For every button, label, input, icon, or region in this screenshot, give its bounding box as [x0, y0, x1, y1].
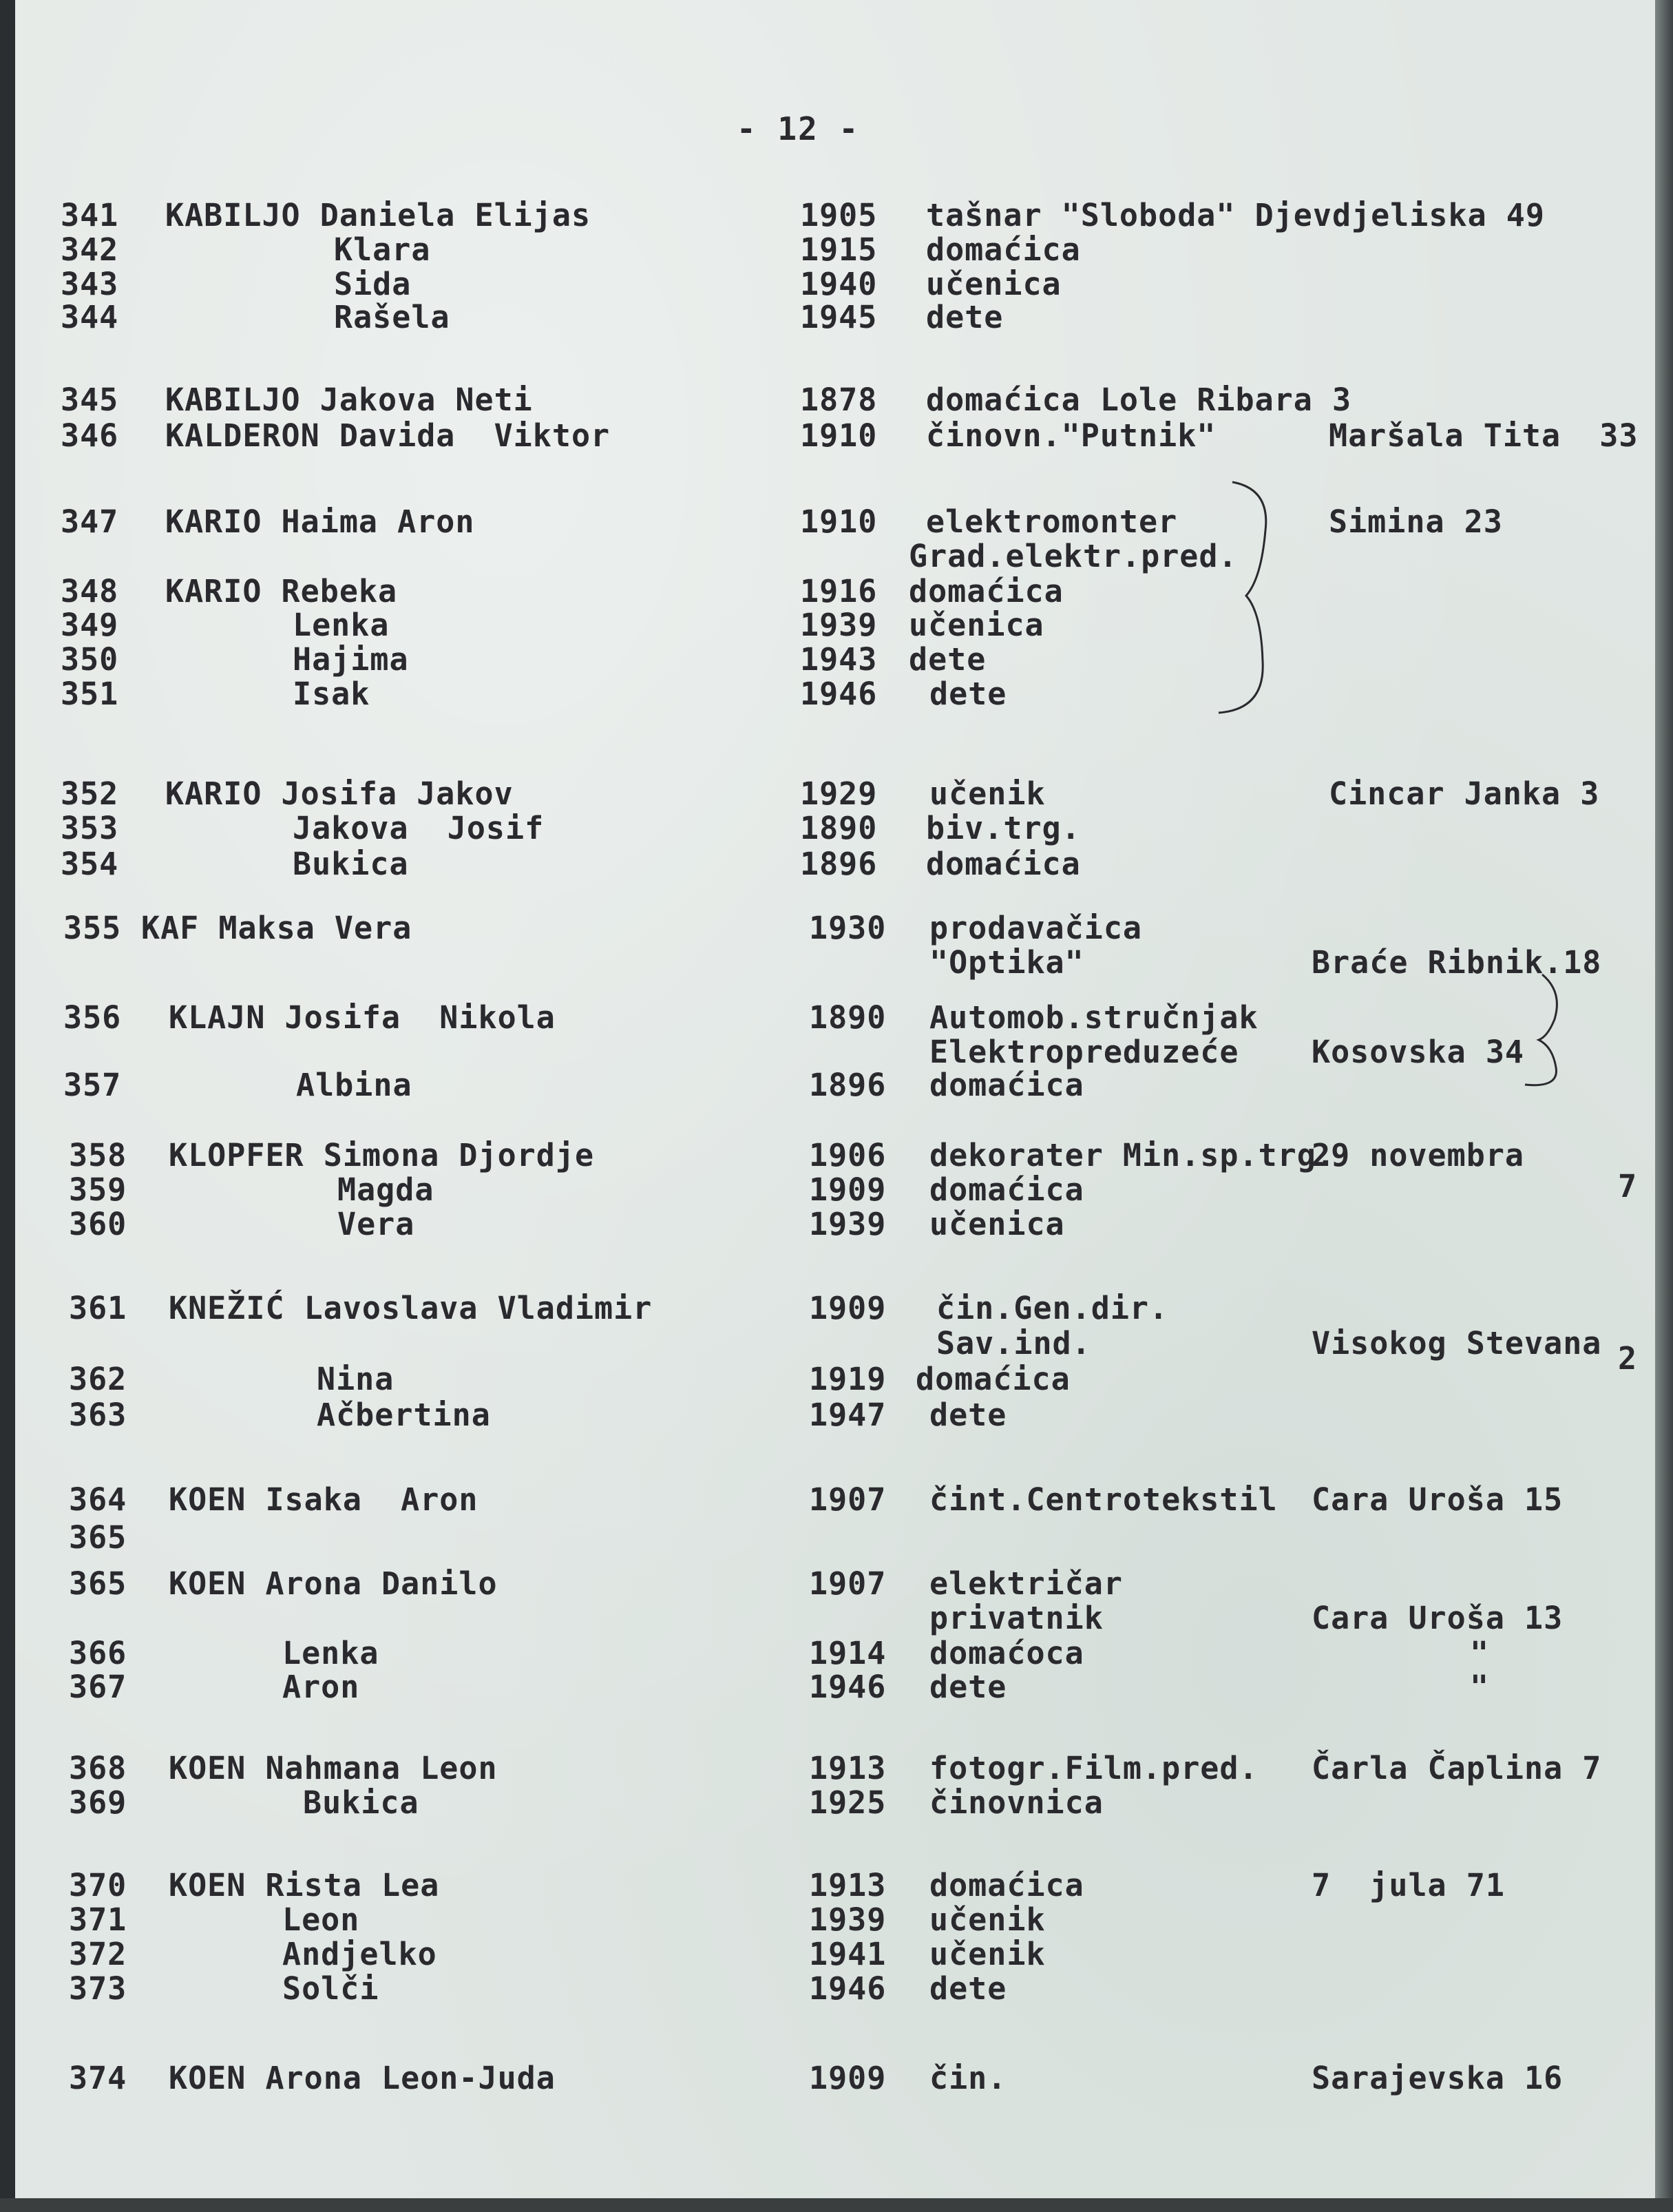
entry-occupation: Automob.stručnjak	[929, 999, 1259, 1036]
entry-occupation: domaćoca	[929, 1635, 1084, 1671]
entry-name: Leon	[282, 1901, 360, 1938]
entry-occupation: domaćica	[916, 1361, 1071, 1397]
entry-name: Lenka	[293, 607, 390, 643]
entry-name: KABILJO Daniela Elijas	[165, 197, 591, 233]
entry-occupation: dete	[929, 1669, 1007, 1705]
page-number: - 12 -	[737, 110, 860, 147]
entry-birth-year: 1930	[809, 910, 887, 946]
entry-name: Vera	[337, 1206, 415, 1242]
entry-birth-year: 1946	[800, 676, 878, 712]
entry-occupation: dekorater Min.sp.trg.	[929, 1137, 1336, 1173]
entry-occupation: prodavačica	[929, 910, 1143, 946]
entry-occupation: dete	[929, 1970, 1007, 2007]
group-brace-klajn	[1522, 971, 1577, 1095]
entry-birth-year: 1906	[809, 1137, 887, 1173]
entry-birth-year: 1913	[809, 1867, 887, 1903]
entry-number: 355	[63, 910, 122, 946]
entry-name: KOEN Arona Leon-Juda	[169, 2060, 556, 2096]
entry-number: 354	[61, 846, 119, 882]
entry-occupation: dete	[926, 299, 1004, 335]
entry-occupation: domaćica	[929, 1867, 1084, 1903]
entry-address: 7	[1618, 1168, 1638, 1204]
entry-birth-year: 1909	[809, 1171, 887, 1208]
entry-name: Lenka	[282, 1635, 379, 1671]
entry-number: 345	[61, 382, 119, 418]
entry-occupation: učenica	[926, 266, 1062, 302]
entry-birth-year: 1915	[800, 231, 878, 268]
entry-number: 364	[69, 1481, 127, 1518]
entry-occupation: čint.Centrotekstil	[929, 1481, 1278, 1518]
entry-occupation: učenik	[929, 1936, 1046, 1972]
entry-birth-year: 1914	[809, 1635, 887, 1671]
entry-number: 353	[61, 810, 119, 846]
entry-name: KNEŽIĆ Lavoslava Vladimir	[169, 1290, 653, 1326]
entry-birth-year: 1910	[800, 417, 878, 454]
entry-address: Čarla Čaplina 7	[1312, 1750, 1602, 1786]
entry-number: 366	[69, 1635, 127, 1671]
entry-number: 349	[61, 607, 119, 643]
entry-name: Bukica	[293, 846, 409, 882]
entry-address: Maršala Tita 33	[1329, 417, 1639, 454]
entry-name: KALDERON Davida Viktor	[165, 417, 611, 454]
entry-occupation: učenik	[929, 1901, 1046, 1938]
group-brace-kario	[1205, 475, 1287, 723]
entry-occupation: tašnar "Sloboda" Djevdjeliska 49	[926, 197, 1545, 233]
entry-address: "	[1470, 1635, 1490, 1671]
entry-name: KOEN Isaka Aron	[169, 1481, 478, 1518]
entry-number: 348	[61, 573, 119, 609]
entry-number: 360	[69, 1206, 127, 1242]
entry-birth-year: 1909	[809, 1290, 887, 1326]
entry-occupation: Sav.ind.	[936, 1325, 1091, 1361]
entry-occupation: dete	[929, 1397, 1007, 1433]
entry-birth-year: 1919	[809, 1361, 887, 1397]
entry-birth-year: 1896	[800, 846, 878, 882]
entry-number: 341	[61, 197, 119, 233]
entry-number: 347	[61, 503, 119, 540]
entry-occupation: dete	[929, 676, 1007, 712]
entry-number: 367	[69, 1669, 127, 1705]
entry-birth-year: 1905	[800, 197, 878, 233]
entry-birth-year: 1925	[809, 1784, 887, 1821]
entry-number: 373	[69, 1970, 127, 2007]
entry-number: 363	[69, 1397, 127, 1433]
entry-birth-year: 1929	[800, 775, 878, 812]
entry-birth-year: 1946	[809, 1970, 887, 2007]
entry-name: Albina	[296, 1067, 412, 1103]
entry-number: 356	[63, 999, 122, 1036]
entry-birth-year: 1907	[809, 1481, 887, 1518]
entry-address: Visokog Stevana	[1312, 1325, 1602, 1361]
entry-birth-year: 1945	[800, 299, 878, 335]
entry-occupation: Elektropreduzeće	[929, 1034, 1239, 1070]
entry-address: Cara Uroša 13	[1312, 1600, 1564, 1636]
entry-name: KARIO Haima Aron	[165, 503, 475, 540]
entry-occupation: čin.Gen.dir.	[936, 1290, 1169, 1326]
entry-name: Bukica	[303, 1784, 419, 1821]
entry-occupation: dete	[909, 641, 987, 678]
entry-name: KAF Maksa Vera	[141, 910, 412, 946]
entry-birth-year: 1946	[809, 1669, 887, 1705]
entry-name: Magda	[337, 1171, 434, 1208]
entry-birth-year: 1890	[809, 999, 887, 1036]
entry-name: KOEN Nahmana Leon	[169, 1750, 498, 1786]
entry-occupation: domaćica	[929, 1067, 1084, 1103]
scan-edge-right	[1655, 0, 1673, 2212]
entry-name: Jakova Josif	[293, 810, 545, 846]
entry-number: 365	[69, 1519, 127, 1556]
entry-birth-year: 1890	[800, 810, 878, 846]
entry-birth-year: 1910	[800, 503, 878, 540]
entry-address: Sarajevska 16	[1312, 2060, 1564, 2096]
entry-number: 359	[69, 1171, 127, 1208]
entry-name: KLOPFER Simona Djordje	[169, 1137, 595, 1173]
entry-address: "	[1470, 1669, 1490, 1705]
entry-birth-year: 1939	[809, 1206, 887, 1242]
entry-occupation: domaćica	[926, 231, 1081, 268]
entry-occupation: činovn."Putnik"	[926, 417, 1217, 454]
entry-occupation: elektromonter	[926, 503, 1178, 540]
entry-name: Nina	[317, 1361, 394, 1397]
entry-name: Ačbertina	[317, 1397, 491, 1433]
entry-birth-year: 1943	[800, 641, 878, 678]
entry-number: 371	[69, 1901, 127, 1938]
entry-number: 365	[69, 1565, 127, 1602]
entry-name: KARIO Josifa Jakov	[165, 775, 514, 812]
entry-occupation: domaćica	[909, 573, 1064, 609]
entry-number: 343	[61, 266, 119, 302]
entry-birth-year: 1939	[809, 1901, 887, 1938]
entry-address: Cincar Janka 3	[1329, 775, 1600, 812]
entry-number: 370	[69, 1867, 127, 1903]
entry-occupation: domaćica	[929, 1171, 1084, 1208]
entry-occupation: privatnik	[929, 1600, 1104, 1636]
entry-occupation: činovnica	[929, 1784, 1104, 1821]
entry-number: 368	[69, 1750, 127, 1786]
entry-number: 352	[61, 775, 119, 812]
entry-name: Sida	[334, 266, 412, 302]
entry-address: Cara Uroša 15	[1312, 1481, 1564, 1518]
scan-edge-left	[0, 0, 15, 2212]
entry-occupation: učenik	[929, 775, 1046, 812]
entry-birth-year: 1913	[809, 1750, 887, 1786]
entry-name: Klara	[334, 231, 431, 268]
entry-address: Braće Ribnik.18	[1312, 944, 1602, 981]
entry-address: 2	[1618, 1340, 1638, 1377]
entry-name: Hajima	[293, 641, 409, 678]
entry-number: 357	[63, 1067, 122, 1103]
entry-birth-year: 1909	[809, 2060, 887, 2096]
entry-birth-year: 1939	[800, 607, 878, 643]
entry-name: Solči	[282, 1970, 379, 2007]
entry-name: Aron	[282, 1669, 360, 1705]
entry-occupation: učenica	[929, 1206, 1065, 1242]
entry-name: KLAJN Josifa Nikola	[169, 999, 556, 1036]
entry-occupation: Grad.elektr.pred.	[909, 538, 1238, 574]
entry-number: 346	[61, 417, 119, 454]
entry-address: Simina 23	[1329, 503, 1503, 540]
entry-number: 369	[69, 1784, 127, 1821]
entry-occupation: "Optika"	[929, 944, 1084, 981]
entry-number: 342	[61, 231, 119, 268]
entry-occupation: električar	[929, 1565, 1123, 1602]
entry-birth-year: 1896	[809, 1067, 887, 1103]
entry-name: KABILJO Jakova Neti	[165, 382, 533, 418]
entry-name: Isak	[293, 676, 370, 712]
entry-number: 372	[69, 1936, 127, 1972]
entry-name: Andjelko	[282, 1936, 437, 1972]
entry-occupation: domaćica Lole Ribara 3	[926, 382, 1352, 418]
entry-number: 344	[61, 299, 119, 335]
entry-occupation: učenica	[909, 607, 1044, 643]
entry-name: Rašela	[334, 299, 450, 335]
entry-occupation: domaćica	[926, 846, 1081, 882]
scan-edge-bottom	[0, 2198, 1673, 2212]
entry-occupation: čin.	[929, 2060, 1007, 2096]
entry-birth-year: 1907	[809, 1565, 887, 1602]
entry-birth-year: 1941	[809, 1936, 887, 1972]
entry-name: KOEN Rista Lea	[169, 1867, 440, 1903]
entry-name: KOEN Arona Danilo	[169, 1565, 498, 1602]
entry-number: 362	[69, 1361, 127, 1397]
entry-number: 350	[61, 641, 119, 678]
entry-number: 374	[69, 2060, 127, 2096]
entry-birth-year: 1940	[800, 266, 878, 302]
entry-address: 7 jula 71	[1312, 1867, 1505, 1903]
entry-number: 351	[61, 676, 119, 712]
entry-birth-year: 1947	[809, 1397, 887, 1433]
entry-number: 361	[69, 1290, 127, 1326]
entry-name: KARIO Rebeka	[165, 573, 398, 609]
entry-occupation: fotogr.Film.pred.	[929, 1750, 1259, 1786]
entry-birth-year: 1916	[800, 573, 878, 609]
entry-number: 358	[69, 1137, 127, 1173]
entry-address: 29 novembra	[1312, 1137, 1525, 1173]
entry-address: Kosovska 34	[1312, 1034, 1525, 1070]
entry-birth-year: 1878	[800, 382, 878, 418]
entry-occupation: biv.trg.	[926, 810, 1081, 846]
